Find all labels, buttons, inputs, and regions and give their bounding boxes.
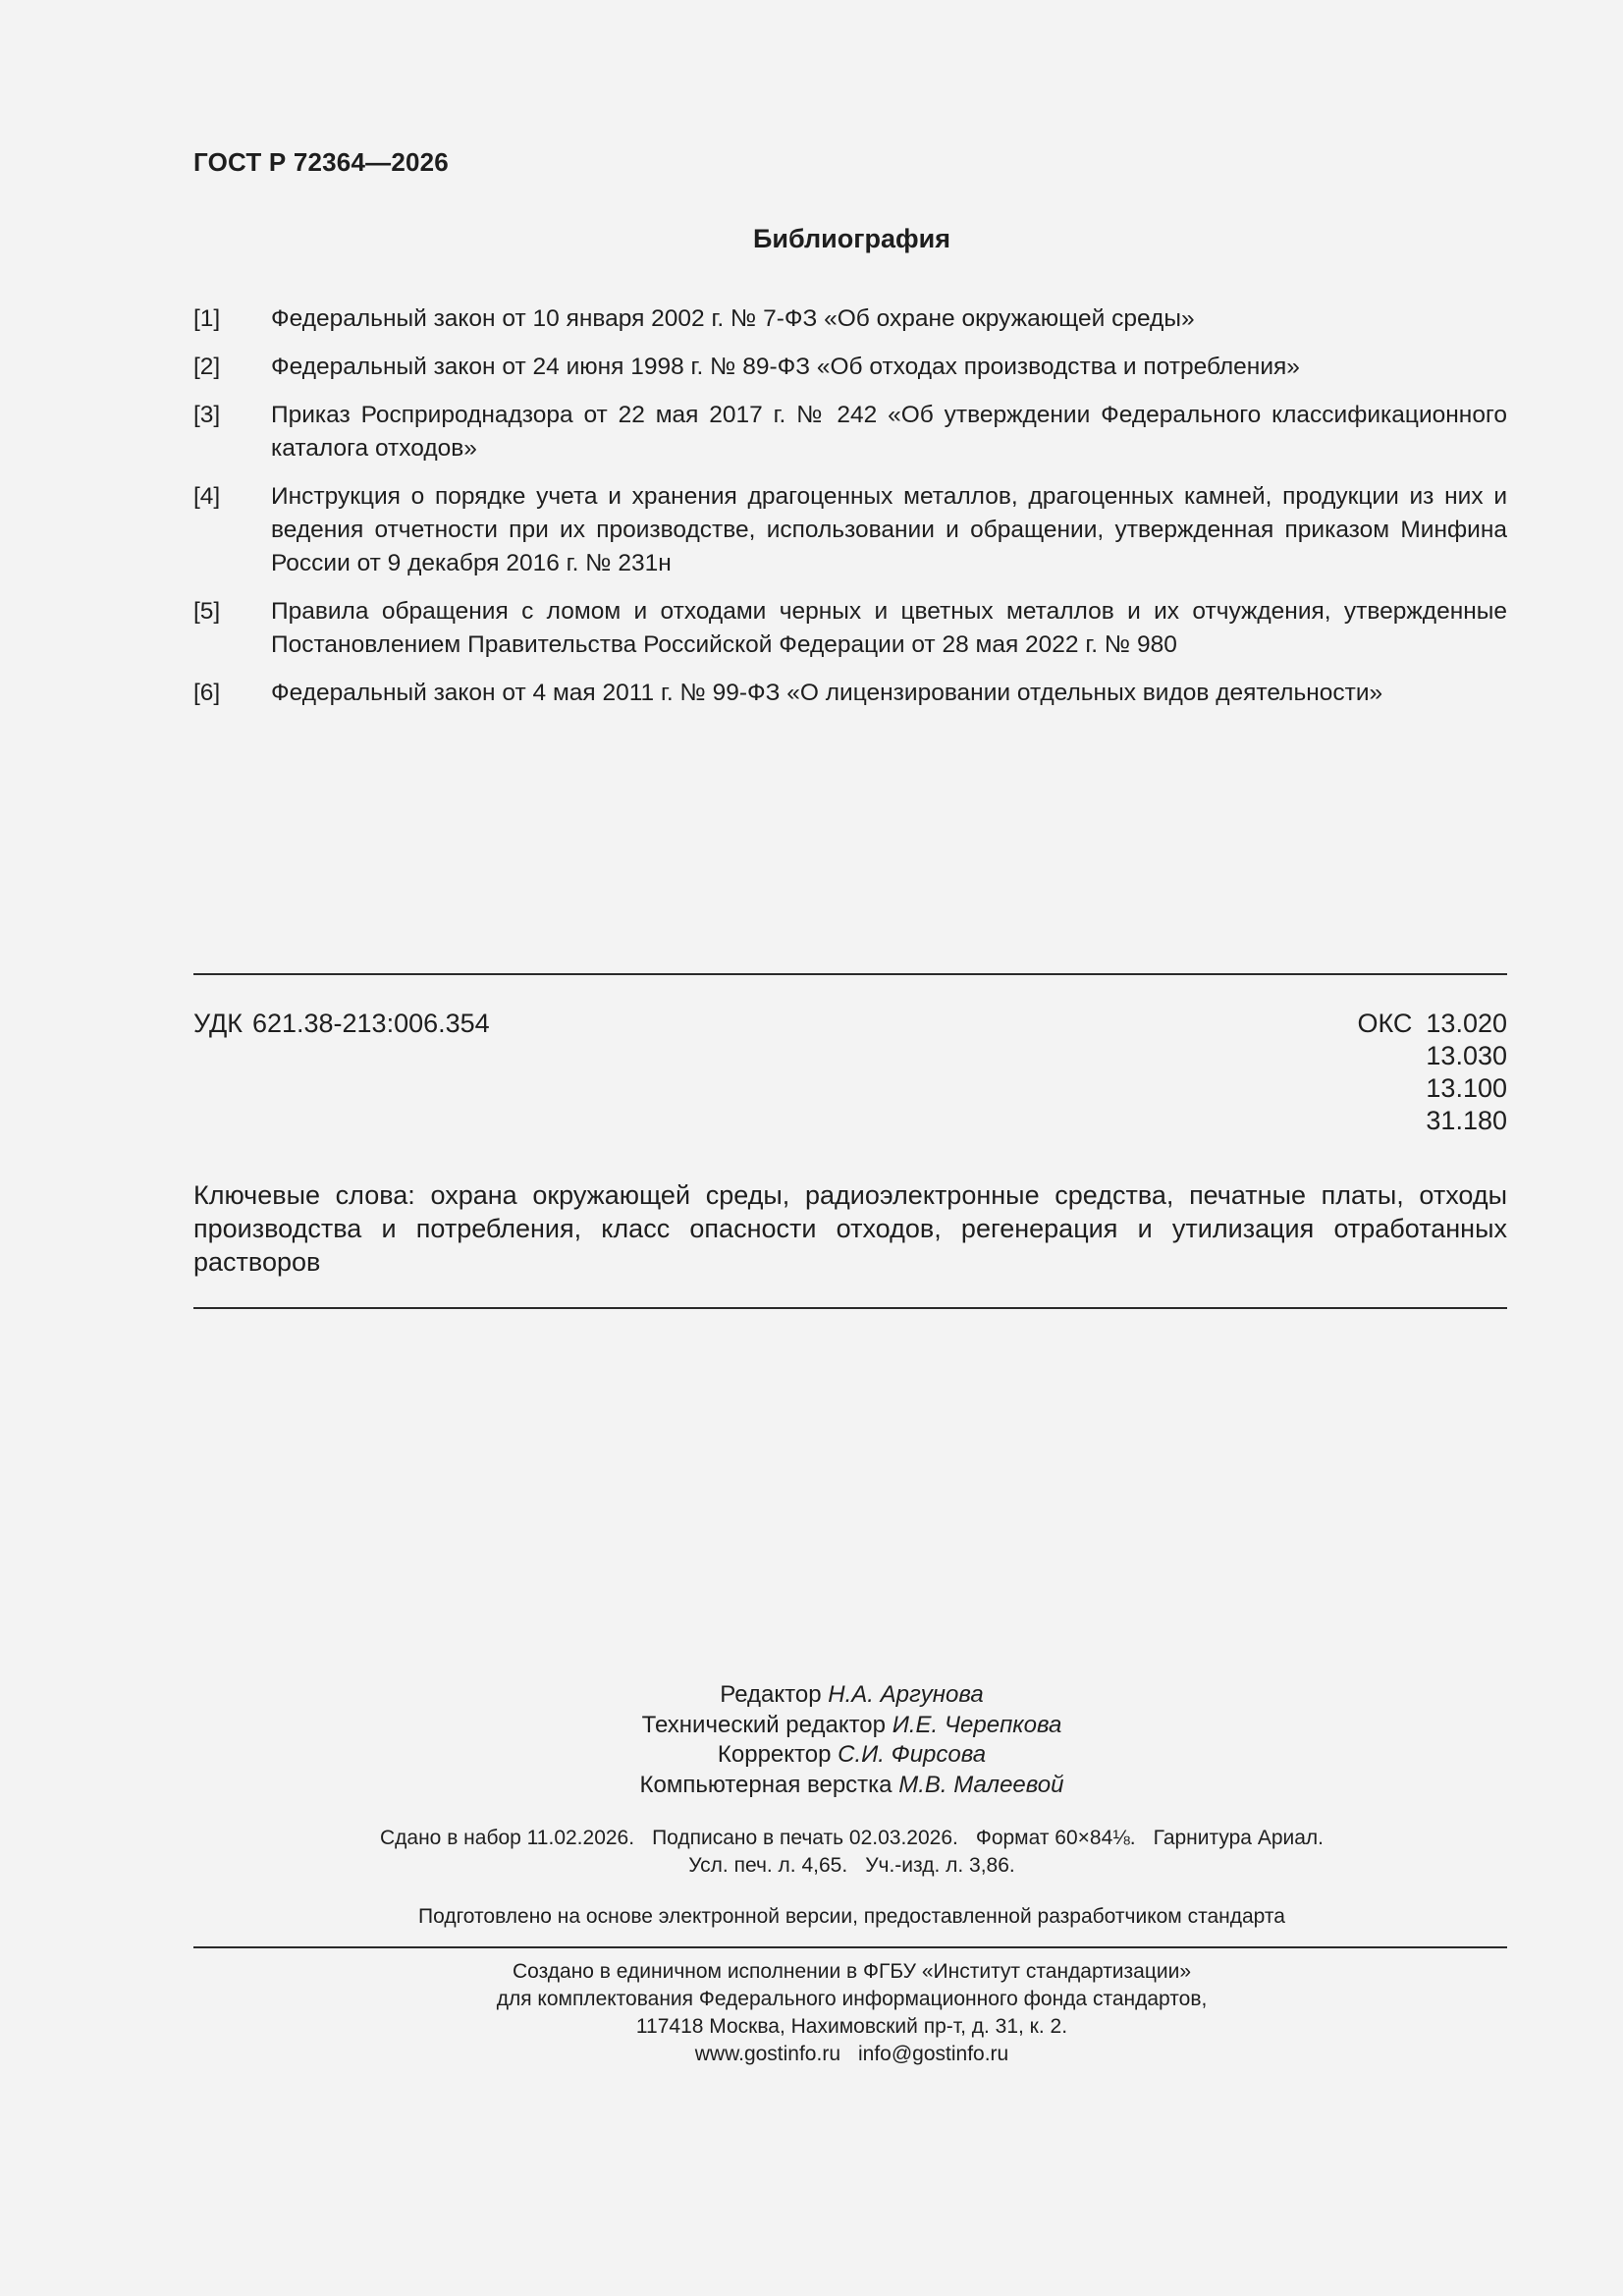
keywords-divider	[193, 1307, 1507, 1309]
bibliography-list	[193, 302, 1507, 725]
bibliography-item-text: Федеральный закон от 24 июня 1998 г. № 89-ФЗ «Об отходах производства и потребления»	[271, 354, 1300, 380]
imprint-print-date: Подписано в печать 02.03.2026.	[652, 1827, 958, 1849]
credit-name: М.В. Малеевой	[898, 1771, 1064, 1798]
credit-role: Редактор	[720, 1681, 822, 1708]
imprint-block	[0, 1825, 1623, 1880]
bibliography-item	[193, 677, 1507, 710]
bibliography-item-text: Федеральный закон от 10 января 2002 г. № 7-ФЗ «Об охране окружающей среды»	[271, 305, 1195, 332]
credits-block	[0, 1680, 1623, 1800]
credit-role: Компьютерная верстка	[639, 1771, 893, 1798]
credit-line	[0, 1680, 1623, 1711]
bibliography-item	[193, 351, 1507, 384]
imprint-print-sheets: Усл. печ. л. 4,65.	[688, 1854, 848, 1877]
credit-name: С.И. Фирсова	[838, 1741, 987, 1768]
bibliography-item-text: Правила обращения с ломом и отходами черных и цветных металлов и их отчуждения, утвержденные Постановлением Правительства Российской Федерации от 28 мая 2022 г. № 980	[271, 598, 1507, 658]
credit-name: И.Е. Черепкова	[892, 1711, 1062, 1738]
document-code: ГОСТ Р 72364—2026	[193, 147, 449, 177]
imprint-line	[0, 1852, 1623, 1880]
bibliography-item-number: [4]	[193, 483, 221, 510]
oks-code: 13.030	[1426, 1041, 1507, 1070]
publisher-website-link[interactable]: www.gostinfo.ru	[694, 2043, 840, 2065]
oks-codes	[1426, 1008, 1507, 1137]
bottom-divider	[193, 1946, 1507, 1948]
udk-label: УДК	[193, 1009, 243, 1038]
imprint-typeset-date: Сдано в набор 11.02.2026.	[379, 1827, 635, 1849]
bibliography-item	[193, 302, 1507, 336]
bibliography-item-number: [5]	[193, 598, 221, 625]
publisher-block	[0, 1958, 1623, 2068]
credit-line	[0, 1711, 1623, 1741]
credit-name: Н.А. Аргунова	[828, 1681, 984, 1708]
oks-code: 13.020	[1426, 1009, 1507, 1038]
oks-label: ОКС	[1357, 1009, 1413, 1038]
bibliography-item-number: [3]	[193, 402, 221, 428]
publisher-line: для комплектования Федерального информационного фонда стандартов,	[496, 1988, 1208, 2010]
top-divider	[193, 973, 1507, 975]
bibliography-item-number: [6]	[193, 680, 221, 706]
bibliography-item-number: [2]	[193, 354, 221, 380]
bibliography-item-text: Приказ Росприроднадзора от 22 мая 2017 г. № 242 «Об утверждении Федерального классификационного каталога отходов»	[271, 402, 1507, 462]
bibliography-item	[193, 480, 1507, 580]
udk-code: 621.38-213:006.354	[251, 1009, 490, 1038]
credit-line	[0, 1771, 1623, 1801]
oks-code: 13.100	[1426, 1073, 1507, 1103]
bibliography-item-text: Федеральный закон от 4 мая 2011 г. № 99-ФЗ «О лицензировании отдельных видов деятельности»	[271, 680, 1383, 706]
oks-code: 31.180	[1426, 1106, 1507, 1135]
publisher-address: 117418 Москва, Нахимовский пр-т, д. 31, к. 2.	[635, 2015, 1068, 2038]
bibliography-item	[193, 399, 1507, 465]
prepared-note: Подготовлено на основе электронной версии, предоставленной разработчиком стандарта	[418, 1905, 1285, 1928]
credit-role: Корректор	[717, 1741, 832, 1768]
bibliography-title: Библиография	[753, 224, 950, 253]
imprint-line	[0, 1825, 1623, 1852]
publisher-email-link[interactable]: info@gostinfo.ru	[858, 2043, 1009, 2065]
publisher-line: Создано в единичном исполнении в ФГБУ «Институт стандартизации»	[512, 1960, 1192, 1983]
oks-block	[1357, 1008, 1507, 1137]
imprint-publisher-sheets: Уч.-изд. л. 3,86.	[865, 1854, 1015, 1877]
imprint-format: Формат 60×84⅛.	[975, 1827, 1136, 1849]
bibliography-item-number: [1]	[193, 305, 221, 332]
credit-role: Технический редактор	[641, 1711, 887, 1738]
udk-block	[193, 1008, 490, 1040]
imprint-typeface: Гарнитура Ариал.	[1153, 1827, 1324, 1849]
bibliography-item-text: Инструкция о порядке учета и хранения драгоценных металлов, драгоценных камней, продукции из них и ведения отчетности при их производстве, использовании и обращении, утвержденная приказом Минфина России от 9 декабря 2016 г. № 231н	[271, 483, 1507, 576]
credit-line	[0, 1740, 1623, 1771]
publisher-contacts	[0, 2041, 1623, 2068]
bibliography-item	[193, 595, 1507, 662]
keywords-paragraph: Ключевые слова: охрана окружающей среды, радиоэлектронные средства, печатные платы, отходы производства и потребления, класс опасности отходов, регенерация и утилизация отработанных растворов	[193, 1180, 1507, 1277]
